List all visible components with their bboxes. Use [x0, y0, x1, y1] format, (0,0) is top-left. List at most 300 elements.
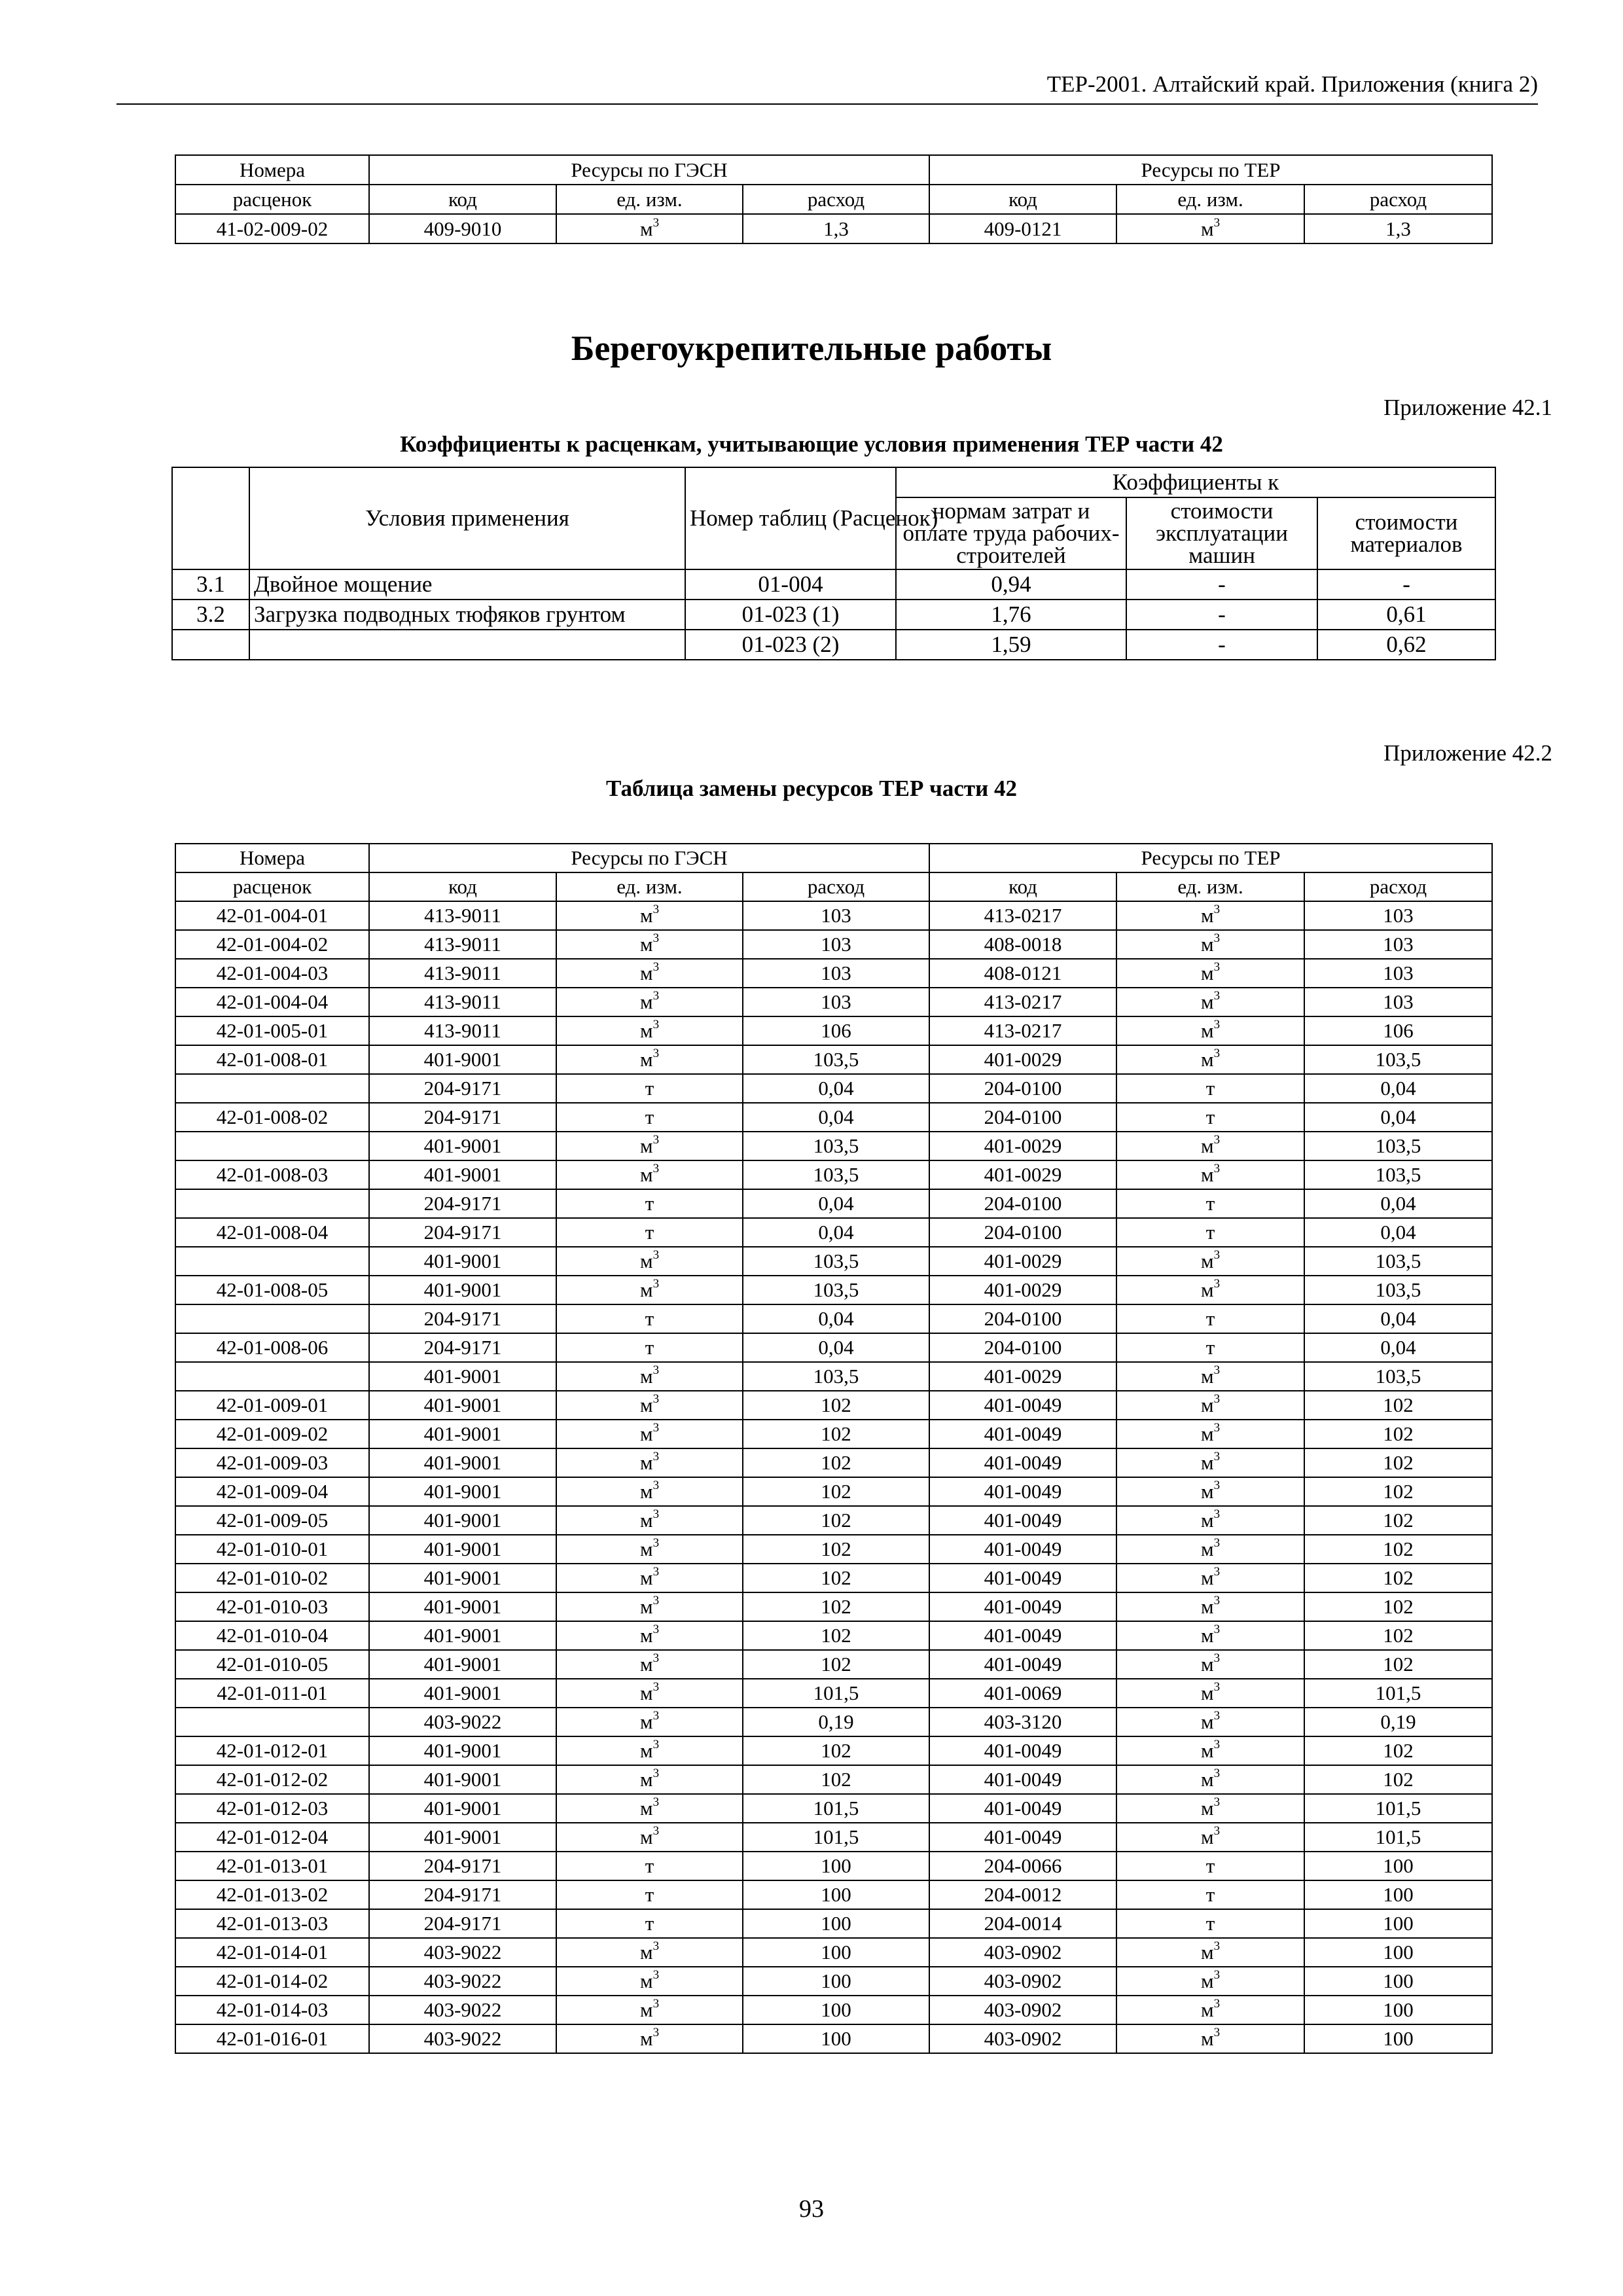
table-row: [175, 1276, 1492, 1304]
unit-text: м: [1200, 1537, 1214, 1560]
ter-consumption-cell: 102: [1304, 1391, 1492, 1420]
ter-unit-cell: [1116, 1103, 1304, 1132]
table-row: [175, 959, 1492, 988]
ter-consumption-cell: 102: [1304, 1506, 1492, 1535]
ter-unit-cell: [1116, 1996, 1304, 2024]
unit-text: м: [1200, 1969, 1214, 1992]
gesn-code-cell: 401-9001: [369, 1362, 556, 1391]
ter-unit-cell: [1116, 1276, 1304, 1304]
gesn-code-cell: 401-9001: [369, 1765, 556, 1794]
ter-unit-cell: [1116, 1765, 1304, 1794]
ter-unit-cell: [1116, 1391, 1304, 1420]
ter-code-cell: 401-0049: [929, 1592, 1116, 1621]
ter-code-cell: 401-0049: [929, 1736, 1116, 1765]
table-row: [175, 1362, 1492, 1391]
unit-exponent: 3: [652, 989, 660, 1003]
table-row: [175, 1679, 1492, 1708]
ter-unit-cell: [1116, 2024, 1304, 2053]
gesn-unit-cell: [556, 1016, 743, 1045]
ter-unit-cell: [1116, 1621, 1304, 1650]
condition-number-cell: [172, 630, 249, 660]
ter-code-cell: 401-0029: [929, 1132, 1116, 1160]
gesn-unit-cell: [556, 1189, 743, 1218]
ter-unit-cell: [1116, 959, 1304, 988]
table-row: [175, 1535, 1492, 1564]
coefficients-table-body: [172, 569, 1495, 660]
gesn-code-cell: 204-9171: [369, 1880, 556, 1909]
gesn-consumption-cell: 102: [743, 1736, 929, 1765]
gesn-consumption-cell: 100: [743, 1852, 929, 1880]
header-gesn-consumption: расход: [743, 185, 929, 214]
unit-text: м: [1200, 1941, 1214, 1964]
ter-consumption-cell: 0,19: [1304, 1708, 1492, 1736]
rate-number-cell: 42-01-013-03: [175, 1909, 369, 1938]
unit-exponent: 3: [1213, 1594, 1221, 1607]
rate-number-cell: 42-01-010-05: [175, 1650, 369, 1679]
gesn-consumption-cell: 102: [743, 1506, 929, 1535]
table-number-cell: 01-023 (2): [685, 630, 896, 660]
ter-code-cell: 403-0902: [929, 2024, 1116, 2053]
table-row: [175, 1132, 1492, 1160]
unit-exponent: 3: [652, 1709, 660, 1723]
unit-exponent: 3: [1213, 903, 1221, 916]
ter-consumption-cell: 100: [1304, 1880, 1492, 1909]
gesn-code-cell: 401-9001: [369, 1506, 556, 1535]
gesn-code-cell: 401-9001: [369, 1564, 556, 1592]
rate-number-cell: 42-01-012-03: [175, 1794, 369, 1823]
gesn-consumption-cell: 102: [743, 1564, 929, 1592]
appendix-42-2-label: Приложение 42.2: [1383, 740, 1552, 766]
ter-code-cell: 408-0018: [929, 930, 1116, 959]
unit-text: м: [639, 1739, 653, 1762]
rate-number-cell: 42-01-010-04: [175, 1621, 369, 1650]
unit-text: м: [1200, 1825, 1214, 1848]
gesn-consumption-cell: 102: [743, 1477, 929, 1506]
gesn-unit-cell: [556, 1477, 743, 1506]
ter-code-cell: 204-0100: [929, 1333, 1116, 1362]
unit-text: м: [1200, 1134, 1214, 1157]
gesn-code-cell: 413-9011: [369, 930, 556, 959]
gesn-consumption-cell: 100: [743, 1996, 929, 2024]
unit-text: м: [639, 1451, 653, 1474]
unit-exponent: 3: [652, 931, 660, 945]
unit-text: м: [639, 1825, 653, 1848]
header-materials: стоимости материалов: [1317, 497, 1495, 569]
machines-coef-cell: -: [1126, 600, 1317, 630]
unit-text: м: [1200, 933, 1214, 956]
unit-exponent: 3: [1213, 1680, 1221, 1694]
unit-text: т: [645, 1883, 654, 1906]
gesn-code-cell: 413-9011: [369, 901, 556, 930]
gesn-consumption-cell: 102: [743, 1535, 929, 1564]
header-ter: Ресурсы по ТЕР: [929, 844, 1492, 872]
rate-number-cell: 42-01-010-01: [175, 1535, 369, 1564]
unit-text: т: [1205, 1883, 1215, 1906]
gesn-code-cell: 401-9001: [369, 1794, 556, 1823]
header-numbers: Номера: [175, 844, 369, 872]
unit-exponent: 3: [1213, 989, 1221, 1003]
unit-exponent: 3: [1213, 1939, 1221, 1953]
gesn-unit-cell: [556, 1967, 743, 1996]
ter-unit-cell: [1116, 1362, 1304, 1391]
unit-exponent: 3: [1213, 1392, 1221, 1406]
ter-code-cell: 401-0029: [929, 1045, 1116, 1074]
ter-unit-cell: [1116, 1852, 1304, 1880]
ter-code-cell: 401-0049: [929, 1621, 1116, 1650]
unit-text: м: [639, 1710, 653, 1733]
unit-exponent: 3: [1213, 1651, 1221, 1665]
gesn-unit-cell: [556, 214, 743, 243]
gesn-code-cell: 204-9171: [369, 1333, 556, 1362]
gesn-consumption-cell: 103,5: [743, 1160, 929, 1189]
condition-number-cell: 3.2: [172, 600, 249, 630]
gesn-unit-cell: [556, 1650, 743, 1679]
header-ter-unit: ед. изм.: [1116, 872, 1304, 901]
unit-exponent: 3: [1213, 1421, 1221, 1435]
header-rates: расценок: [175, 185, 369, 214]
ter-consumption-cell: 102: [1304, 1477, 1492, 1506]
ter-unit-cell: [1116, 930, 1304, 959]
gesn-code-cell: 401-9001: [369, 1679, 556, 1708]
rate-number-cell: [175, 1132, 369, 1160]
appendix-42-1-label: Приложение 42.1: [1383, 395, 1552, 420]
unit-text: м: [639, 1624, 653, 1647]
unit-text: м: [639, 1681, 653, 1704]
ter-consumption-cell: 102: [1304, 1564, 1492, 1592]
unit-text: м: [1200, 217, 1214, 240]
ter-consumption-cell: 0,04: [1304, 1304, 1492, 1333]
header-gesn-unit: ед. изм.: [556, 872, 743, 901]
unit-text: м: [1200, 1480, 1214, 1503]
ter-code-cell: 401-0049: [929, 1506, 1116, 1535]
unit-text: м: [1200, 904, 1214, 927]
gesn-code-cell: 401-9001: [369, 1391, 556, 1420]
ter-consumption-cell: 103,5: [1304, 1160, 1492, 1189]
rate-number-cell: 42-01-012-01: [175, 1736, 369, 1765]
rate-number-cell: 42-01-005-01: [175, 1016, 369, 1045]
rate-number-cell: 42-01-009-04: [175, 1477, 369, 1506]
ter-code-cell: 401-0029: [929, 1160, 1116, 1189]
unit-text: м: [639, 1163, 653, 1186]
unit-exponent: 3: [652, 1162, 660, 1175]
ter-unit-cell: [1116, 1736, 1304, 1765]
unit-text: т: [1205, 1854, 1215, 1877]
resource-replacement-table: [175, 843, 1493, 2054]
ter-consumption-cell: 0,04: [1304, 1103, 1492, 1132]
gesn-consumption-cell: 0,04: [743, 1103, 929, 1132]
gesn-code-cell: 204-9171: [369, 1218, 556, 1247]
rate-number-cell: 42-01-010-02: [175, 1564, 369, 1592]
unit-exponent: 3: [1213, 1767, 1221, 1780]
table-row: [175, 214, 1492, 243]
unit-text: м: [639, 1365, 653, 1388]
gesn-consumption-cell: 102: [743, 1420, 929, 1448]
gesn-unit-cell: [556, 1506, 743, 1535]
unit-exponent: 3: [652, 960, 660, 974]
gesn-unit-cell: [556, 1276, 743, 1304]
unit-text: м: [639, 217, 653, 240]
unit-text: м: [1200, 1797, 1214, 1820]
gesn-code-cell: 413-9011: [369, 959, 556, 988]
ter-code-cell: 401-0049: [929, 1794, 1116, 1823]
unit-text: т: [645, 1307, 654, 1330]
unit-text: м: [639, 1768, 653, 1791]
unit-exponent: 3: [652, 1392, 660, 1406]
unit-exponent: 3: [652, 1507, 660, 1521]
ter-consumption-cell: 101,5: [1304, 1794, 1492, 1823]
ter-consumption-cell: 100: [1304, 2024, 1492, 2053]
ter-unit-cell: [1116, 901, 1304, 930]
rate-number-cell: 42-01-014-02: [175, 1967, 369, 1996]
rate-number-cell: 42-01-004-02: [175, 930, 369, 959]
gesn-unit-cell: [556, 959, 743, 988]
gesn-consumption-cell: 102: [743, 1650, 929, 1679]
gesn-unit-cell: [556, 1132, 743, 1160]
unit-text: м: [1200, 1998, 1214, 2021]
gesn-code-cell: 401-9001: [369, 1132, 556, 1160]
rate-number-cell: 42-01-013-02: [175, 1880, 369, 1909]
gesn-consumption-cell: 103,5: [743, 1362, 929, 1391]
unit-exponent: 3: [1213, 1363, 1221, 1377]
unit-text: м: [1200, 1365, 1214, 1388]
gesn-unit-cell: [556, 1218, 743, 1247]
rate-number-cell: [175, 1074, 369, 1103]
gesn-unit-cell: [556, 1823, 743, 1852]
gesn-consumption-cell: 103: [743, 988, 929, 1016]
rate-number-cell: 42-01-014-01: [175, 1938, 369, 1967]
rate-number-cell: 42-01-004-01: [175, 901, 369, 930]
header-gesn-code: код: [369, 872, 556, 901]
rate-number-cell: 42-01-008-02: [175, 1103, 369, 1132]
unit-text: м: [639, 1797, 653, 1820]
unit-text: м: [639, 990, 653, 1013]
ter-consumption-cell: 0,04: [1304, 1189, 1492, 1218]
gesn-unit-cell: [556, 901, 743, 930]
unit-exponent: 3: [652, 1680, 660, 1694]
table-row: [175, 1996, 1492, 2024]
gesn-unit-cell: [556, 1074, 743, 1103]
ter-unit-cell: [1116, 1650, 1304, 1679]
ter-code-cell: 409-0121: [929, 214, 1116, 243]
unit-text: м: [639, 1393, 653, 1416]
top-table-body: [175, 214, 1492, 243]
gesn-consumption-cell: 102: [743, 1765, 929, 1794]
gesn-consumption-cell: 100: [743, 2024, 929, 2053]
unit-text: м: [1200, 1451, 1214, 1474]
gesn-consumption-cell: 102: [743, 1621, 929, 1650]
rate-number-cell: 42-01-013-01: [175, 1852, 369, 1880]
unit-exponent: 3: [1213, 1047, 1221, 1060]
ter-code-cell: 401-0049: [929, 1765, 1116, 1794]
ter-unit-cell: [1116, 1218, 1304, 1247]
gesn-consumption-cell: 0,04: [743, 1304, 929, 1333]
unit-exponent: 3: [1213, 1565, 1221, 1579]
unit-text: м: [639, 1969, 653, 1992]
gesn-code-cell: 413-9011: [369, 988, 556, 1016]
ter-unit-cell: [1116, 1160, 1304, 1189]
unit-exponent: 3: [652, 215, 660, 230]
gesn-consumption-cell: 103,5: [743, 1247, 929, 1276]
gesn-consumption-cell: 1,3: [743, 214, 929, 243]
table-row: [175, 1045, 1492, 1074]
ter-unit-cell: [1116, 1909, 1304, 1938]
gesn-consumption-cell: 100: [743, 1909, 929, 1938]
ter-code-cell: 204-0066: [929, 1852, 1116, 1880]
unit-exponent: 3: [1213, 1824, 1221, 1838]
gesn-consumption-cell: 103,5: [743, 1276, 929, 1304]
gesn-code-cell: 204-9171: [369, 1074, 556, 1103]
unit-exponent: 3: [1213, 215, 1221, 230]
table-row: [175, 1650, 1492, 1679]
unit-text: м: [1200, 1566, 1214, 1589]
gesn-unit-cell: [556, 1448, 743, 1477]
unit-exponent: 3: [652, 2026, 660, 2039]
ter-consumption-cell: 103: [1304, 988, 1492, 1016]
materials-coef-cell: -: [1317, 569, 1495, 600]
condition-number-cell: 3.1: [172, 569, 249, 600]
gesn-unit-cell: [556, 1909, 743, 1938]
ter-code-cell: 401-0049: [929, 1535, 1116, 1564]
ter-unit-cell: [1116, 1189, 1304, 1218]
table-row: [175, 1391, 1492, 1420]
ter-code-cell: 204-0100: [929, 1189, 1116, 1218]
resource-table-header: [175, 844, 1492, 901]
unit-exponent: 3: [652, 1651, 660, 1665]
unit-text: т: [1205, 1077, 1215, 1100]
rate-number-cell: 42-01-010-03: [175, 1592, 369, 1621]
unit-text: м: [639, 1998, 653, 2021]
rate-number-cell: 42-01-008-03: [175, 1160, 369, 1189]
header-labor: нормам затрат и оплате труда рабочих-строителей: [896, 497, 1126, 569]
ter-consumption-cell: 0,04: [1304, 1074, 1492, 1103]
gesn-code-cell: 409-9010: [369, 214, 556, 243]
unit-text: м: [1200, 1681, 1214, 1704]
gesn-consumption-cell: 0,04: [743, 1333, 929, 1362]
ter-code-cell: 413-0217: [929, 988, 1116, 1016]
unit-text: т: [1205, 1221, 1215, 1244]
gesn-code-cell: 401-9001: [369, 1477, 556, 1506]
ter-consumption-cell: 103,5: [1304, 1362, 1492, 1391]
unit-text: т: [1205, 1912, 1215, 1935]
gesn-unit-cell: [556, 1621, 743, 1650]
ter-consumption-cell: 102: [1304, 1448, 1492, 1477]
ter-consumption-cell: 102: [1304, 1765, 1492, 1794]
ter-consumption-cell: 100: [1304, 1938, 1492, 1967]
unit-text: м: [639, 1134, 653, 1157]
unit-text: т: [645, 1221, 654, 1244]
ter-code-cell: 403-0902: [929, 1996, 1116, 2024]
unit-text: м: [639, 1537, 653, 1560]
gesn-code-cell: 413-9011: [369, 1016, 556, 1045]
labor-coef-cell: 0,94: [896, 569, 1126, 600]
gesn-code-cell: 204-9171: [369, 1103, 556, 1132]
table-row: [175, 1736, 1492, 1765]
table-row: [175, 1794, 1492, 1823]
unit-text: м: [1200, 1048, 1214, 1071]
ter-code-cell: 401-0049: [929, 1391, 1116, 1420]
unit-exponent: 3: [1213, 1018, 1221, 1031]
ter-unit-cell: [1116, 1477, 1304, 1506]
table-row: [175, 901, 1492, 930]
ter-code-cell: 401-0029: [929, 1247, 1116, 1276]
machines-coef-cell: -: [1126, 569, 1317, 600]
rate-number-cell: 41-02-009-02: [175, 214, 369, 243]
ter-unit-cell: [1116, 1535, 1304, 1564]
ter-consumption-cell: 103,5: [1304, 1247, 1492, 1276]
condition-cell: Загрузка подводных тюфяков грунтом: [249, 600, 685, 630]
ter-consumption-cell: 100: [1304, 1967, 1492, 1996]
ter-unit-cell: [1116, 1823, 1304, 1852]
ter-consumption-cell: 101,5: [1304, 1823, 1492, 1852]
ter-code-cell: 401-0049: [929, 1823, 1116, 1852]
unit-exponent: 3: [652, 1018, 660, 1031]
rate-number-cell: 42-01-008-01: [175, 1045, 369, 1074]
unit-exponent: 3: [652, 1623, 660, 1636]
page-number: 93: [799, 2195, 824, 2223]
ter-consumption-cell: 102: [1304, 1535, 1492, 1564]
header-ter-code: код: [929, 185, 1116, 214]
ter-code-cell: 408-0121: [929, 959, 1116, 988]
header-gesn-unit: ед. изм.: [556, 185, 743, 214]
ter-consumption-cell: 102: [1304, 1650, 1492, 1679]
ter-consumption-cell: 0,04: [1304, 1333, 1492, 1362]
ter-unit-cell: [1116, 1564, 1304, 1592]
header-numbers: Номера: [175, 155, 369, 185]
gesn-unit-cell: [556, 1420, 743, 1448]
gesn-consumption-cell: 102: [743, 1592, 929, 1621]
table-row: [175, 1708, 1492, 1736]
unit-exponent: 3: [1213, 1623, 1221, 1636]
ter-unit-cell: [1116, 1448, 1304, 1477]
header-ter-consumption: расход: [1304, 872, 1492, 901]
gesn-code-cell: 204-9171: [369, 1304, 556, 1333]
gesn-code-cell: 403-9022: [369, 1967, 556, 1996]
unit-text: м: [1200, 1019, 1214, 1042]
unit-exponent: 3: [1213, 2026, 1221, 2039]
gesn-consumption-cell: 103,5: [743, 1045, 929, 1074]
ter-unit-cell: [1116, 1016, 1304, 1045]
gesn-consumption-cell: 100: [743, 1967, 929, 1996]
table-row: [175, 1564, 1492, 1592]
ter-code-cell: 204-0100: [929, 1218, 1116, 1247]
gesn-unit-cell: [556, 1160, 743, 1189]
gesn-code-cell: 403-9022: [369, 1708, 556, 1736]
unit-exponent: 3: [1213, 1709, 1221, 1723]
unit-text: т: [645, 1854, 654, 1877]
table-row: [175, 1247, 1492, 1276]
unit-text: м: [639, 1019, 653, 1042]
ter-consumption-cell: 100: [1304, 1909, 1492, 1938]
resource-table-body: [175, 901, 1492, 2053]
gesn-code-cell: 401-9001: [369, 1045, 556, 1074]
unit-text: т: [645, 1105, 654, 1128]
unit-text: м: [639, 1595, 653, 1618]
gesn-consumption-cell: 101,5: [743, 1679, 929, 1708]
unit-exponent: 3: [652, 903, 660, 916]
unit-text: м: [1200, 1768, 1214, 1791]
rate-number-cell: 42-01-008-05: [175, 1276, 369, 1304]
table-row: [175, 1074, 1492, 1103]
unit-exponent: 3: [652, 1997, 660, 2011]
ter-code-cell: 401-0029: [929, 1362, 1116, 1391]
ter-consumption-cell: 103: [1304, 959, 1492, 988]
unit-exponent: 3: [1213, 1450, 1221, 1463]
condition-cell: Двойное мощение: [249, 569, 685, 600]
unit-exponent: 3: [1213, 960, 1221, 974]
ter-unit-cell: [1116, 1794, 1304, 1823]
gesn-consumption-cell: 103: [743, 901, 929, 930]
unit-exponent: 3: [652, 1795, 660, 1809]
